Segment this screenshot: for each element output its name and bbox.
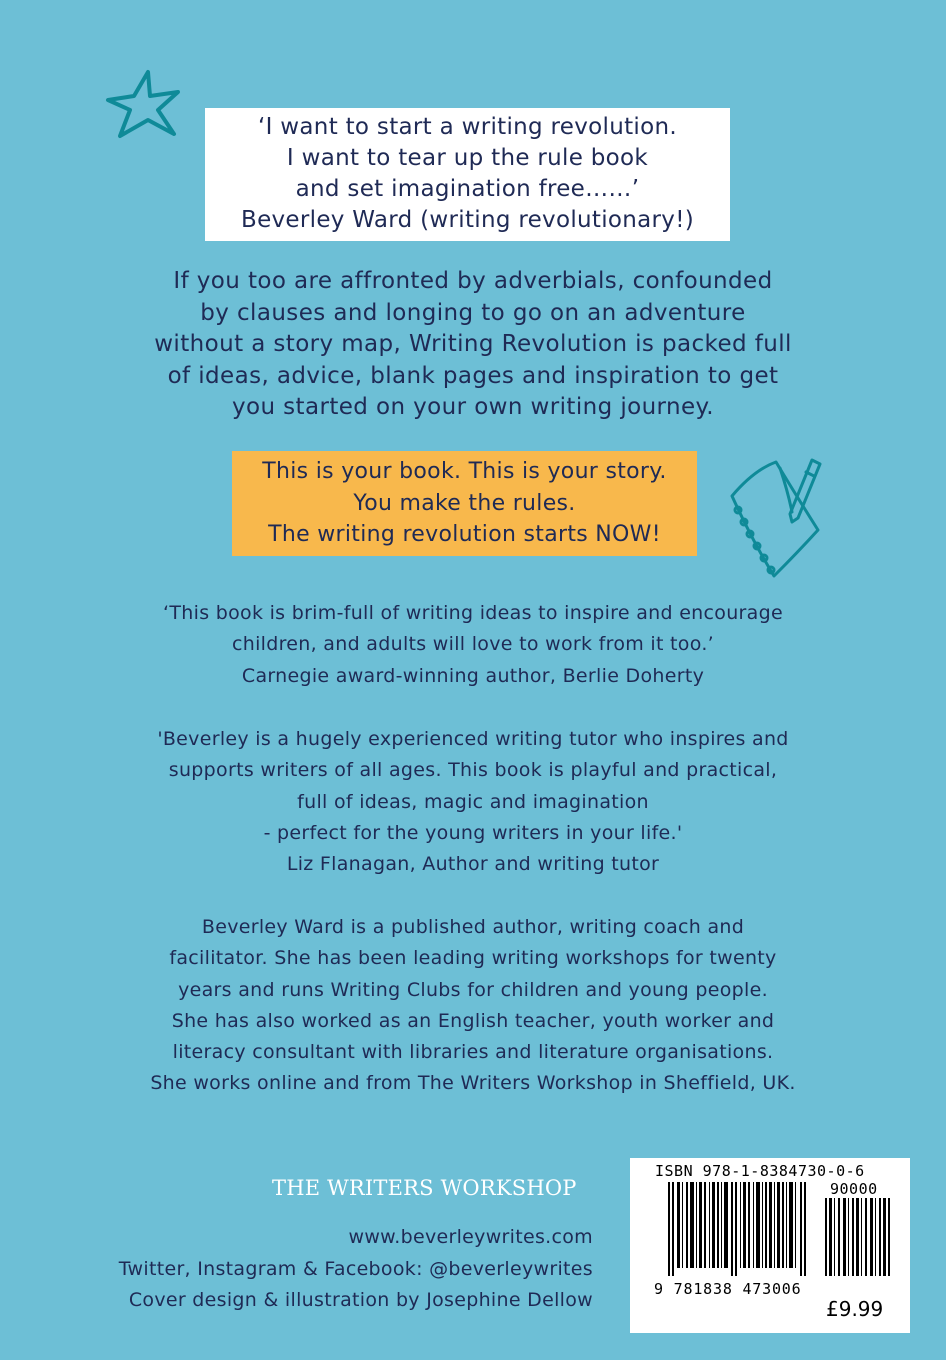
barcode-addon-bars (825, 1198, 891, 1276)
bio-line: She works online and from The Writers Workshop in Sheffield, UK. (150, 1072, 796, 1095)
isbn-barcode (630, 1158, 910, 1333)
intro-line: without a story map, Writing Revolution is packed full (154, 331, 792, 357)
quote-attribution: Beverley Ward (writing revolutionary!) (240, 207, 695, 233)
bio-line: facilitator. She has been leading writing workshops for twenty (169, 947, 777, 970)
intro-paragraph (100, 266, 846, 424)
publisher-name: THE WRITERS WORKSHOP (272, 1176, 577, 1200)
notebook-pen-icon (714, 452, 826, 582)
bio-line: Beverley Ward is a published author, writing coach and (201, 916, 745, 938)
author-bio (0, 912, 946, 1100)
cover-credit: Cover design & illustration by Josephine Dellow (128, 1289, 593, 1311)
review-berlie-doherty (0, 598, 946, 692)
star-icon (104, 66, 184, 142)
barcode-bars (668, 1182, 808, 1276)
quote-line: and set imagination free……’ (295, 176, 640, 202)
review-line: children, and adults will love to work from it too.’ (232, 633, 714, 656)
price-label: £9.99 (826, 1297, 884, 1321)
quote-box (205, 108, 730, 241)
review-liz-flanagan (0, 724, 946, 880)
review-line: 'Beverley is a hugely experienced writing tutor who inspires and (157, 728, 789, 750)
review-line: - perfect for the young writers in your life.' (263, 821, 683, 844)
barcode-digits: 9 781838 473006 (654, 1280, 802, 1298)
callout-line: You make the rules. (353, 490, 576, 516)
review-attribution: Carnegie award-winning author, Berlie Doherty (241, 664, 705, 687)
bio-line: She has also worked as an English teacher, youth worker and (171, 1009, 775, 1032)
review-line: ‘This book is brim-full of writing ideas to inspire and encourage (163, 602, 783, 624)
quote-line: I want to tear up the rule book (286, 145, 649, 171)
social-handles: Twitter, Instagram & Facebook: @beverleywrites (118, 1257, 593, 1280)
quote-line: ‘I want to start a writing revolution. (258, 114, 677, 140)
review-line: full of ideas, magic and imagination (297, 790, 649, 813)
callout-line: The writing revolution starts NOW! (268, 522, 661, 547)
intro-line: of ideas, advice, blank pages and inspiration to get (167, 362, 779, 389)
callout-line: This is your book. This is your story. (262, 459, 667, 484)
bio-line: literacy consultant with libraries and literature organisations. (172, 1041, 774, 1064)
intro-line: you started on your own writing journey. (232, 394, 714, 420)
review-attribution: Liz Flanagan, Author and writing tutor (286, 853, 660, 876)
intro-line: If you too are affronted by adverbials, confounded (173, 268, 773, 294)
callout-box (232, 451, 697, 556)
barcode-addon-number: 90000 (830, 1180, 878, 1198)
website-link[interactable]: www.beverleywrites.com (348, 1226, 593, 1248)
contact-info (60, 1222, 593, 1317)
bio-line: years and runs Writing Clubs for children and young people. (178, 978, 768, 1001)
intro-line: by clauses and longing to go on an adventure (200, 299, 746, 326)
isbn-number: ISBN 978-1-8384730-0-6 (655, 1162, 865, 1180)
review-line: supports writers of all ages. This book is playful and practical, (168, 759, 778, 782)
